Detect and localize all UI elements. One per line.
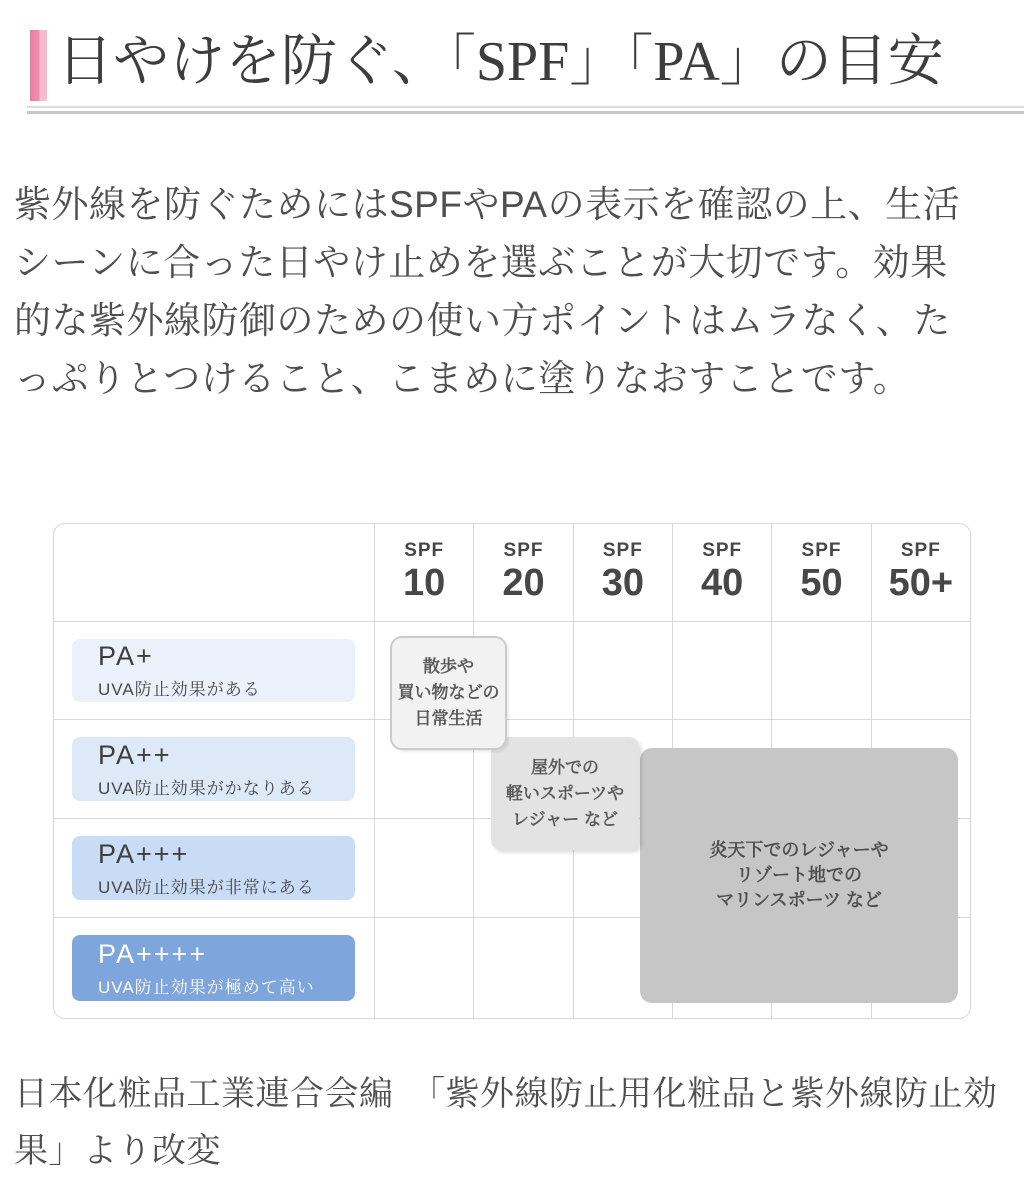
pa-row-label-cell bbox=[54, 818, 374, 917]
intro-line-3: 的な紫外線防御のための使い方ポイントはムラなく、た bbox=[14, 300, 951, 341]
pa-plus2-badge bbox=[72, 737, 355, 801]
grid-cell bbox=[573, 621, 672, 719]
scenario-outdoor-sports-box bbox=[491, 737, 639, 850]
scenario-text-line: 散歩や bbox=[423, 657, 474, 676]
scenario-resort-marine-box bbox=[640, 748, 958, 1003]
pa-rating: PA++ bbox=[98, 739, 172, 770]
source-line-2: 果」より改変 bbox=[14, 1132, 221, 1170]
intro-line-1: 紫外線を防ぐためにはSPFやPAの表示を確認の上、生活 bbox=[14, 184, 961, 225]
spf-number: 50 bbox=[800, 562, 843, 604]
grid-cell bbox=[473, 917, 572, 1018]
scenario-daily-life-box bbox=[390, 636, 507, 750]
title-accent-bar bbox=[30, 30, 47, 101]
spf-header-50 bbox=[771, 524, 870, 621]
spf-unit-label: SPF bbox=[404, 540, 445, 561]
intro-line-2: シーンに合った日やけ止めを選ぶことが大切です。効果 bbox=[14, 242, 948, 283]
source-citation bbox=[14, 1066, 1016, 1180]
pa-row-label-cell bbox=[54, 719, 374, 818]
spf-number: 40 bbox=[701, 562, 744, 604]
table-corner-cell bbox=[54, 524, 374, 621]
spf-header-30 bbox=[573, 524, 672, 621]
spf-unit-label: SPF bbox=[602, 540, 643, 561]
pa-rating: PA++++ bbox=[98, 938, 208, 969]
scenario-text-line: 炎天下でのレジャーや bbox=[709, 840, 889, 860]
spf-unit-label: SPF bbox=[801, 540, 842, 561]
pa-description: UVA防止効果が極めて高い bbox=[98, 977, 315, 997]
title-divider-line-bottom bbox=[27, 111, 1024, 114]
pa-row-label-cell bbox=[54, 917, 374, 1018]
spf-number: 50+ bbox=[888, 562, 954, 604]
scenario-text-line: レジャー など bbox=[512, 809, 618, 829]
pa-description: UVA防止効果がある bbox=[98, 680, 261, 699]
spf-unit-label: SPF bbox=[702, 540, 743, 561]
title-divider-line-top bbox=[27, 106, 1024, 108]
spf-unit-label: SPF bbox=[900, 540, 941, 561]
pa-row-label-cell bbox=[54, 621, 374, 719]
pa-rating: PA+ bbox=[98, 641, 154, 671]
pa-description: UVA防止効果が非常にある bbox=[98, 877, 315, 897]
source-line-1: 日本化粧品工業連合会編 「紫外線防止用化粧品と紫外線防止効 bbox=[14, 1075, 998, 1113]
pa-plus3-badge bbox=[72, 836, 355, 900]
scenario-text-line: 屋外での bbox=[531, 757, 599, 777]
scenario-text-line: 買い物などの bbox=[397, 683, 500, 702]
scenario-text-line: 日常生活 bbox=[414, 709, 483, 728]
spf-unit-label: SPF bbox=[503, 540, 544, 561]
spf-header-10 bbox=[374, 524, 473, 621]
pa-rating: PA+++ bbox=[98, 838, 190, 869]
scenario-text-line: 軽いスポーツや bbox=[505, 783, 625, 803]
spf-number: 30 bbox=[601, 562, 644, 604]
grid-cell bbox=[672, 621, 771, 719]
page-title: 日やけを防ぐ、「SPF」「PA」の目安 bbox=[57, 31, 944, 93]
spf-number: 10 bbox=[403, 562, 446, 604]
scenario-text-line: リゾート地での bbox=[736, 865, 862, 885]
grid-cell bbox=[771, 621, 870, 719]
pa-plus-badge bbox=[72, 639, 355, 702]
grid-cell bbox=[374, 917, 473, 1018]
grid-cell bbox=[374, 818, 473, 917]
spf-header-20 bbox=[473, 524, 572, 621]
spf-header-50plus bbox=[871, 524, 970, 621]
grid-cell bbox=[871, 621, 970, 719]
intro-line-4: っぷりとつけること、こまめに塗りなおすことです。 bbox=[14, 358, 911, 399]
spf-header-40 bbox=[672, 524, 771, 621]
scenario-text-line: マリンスポーツ など bbox=[716, 890, 882, 910]
intro-paragraph bbox=[14, 176, 1016, 408]
pa-plus4-badge bbox=[72, 935, 355, 1001]
spf-number: 20 bbox=[502, 562, 545, 604]
pa-description: UVA防止効果がかなりある bbox=[98, 778, 315, 798]
